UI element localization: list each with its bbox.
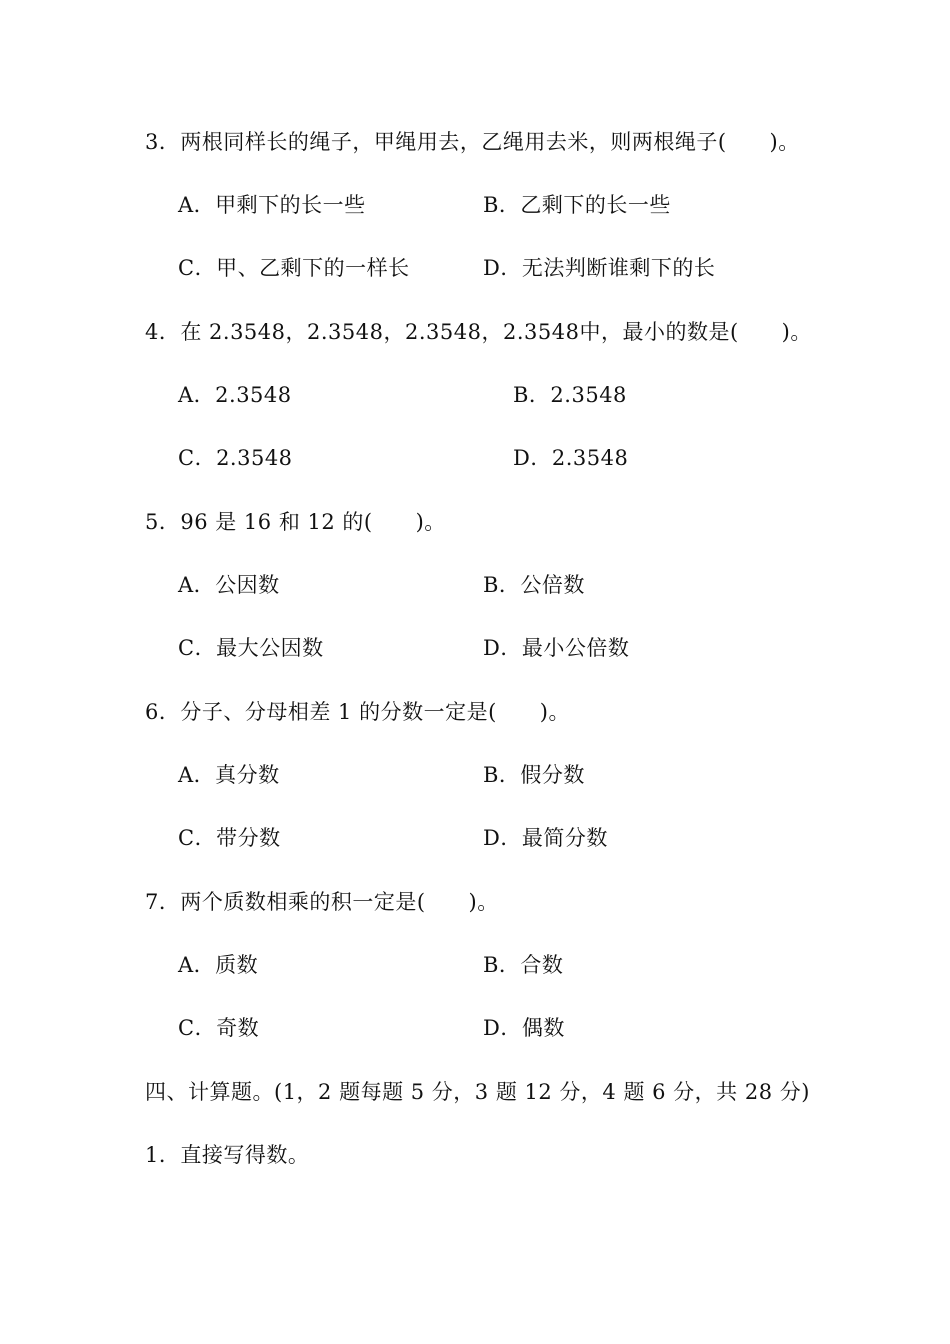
question-4-option-b: B．2.3548 — [513, 383, 627, 407]
question-5-option-b: B．公倍数 — [483, 573, 585, 597]
question-3-stem: 3．两根同样长的绳子，甲绳用去，乙绳用去米，则两根绳子( )。 — [145, 130, 800, 154]
question-3-option-a: A．甲剩下的长一些 — [178, 193, 366, 217]
question-6-option-d: D．最简分数 — [483, 826, 608, 850]
question-4-stem: 4．在 2.3548，2.3548，2.3548，2.3548中，最小的数是( )。 — [145, 320, 812, 344]
question-7-option-c: C．奇数 — [178, 1016, 260, 1040]
question-3-option-b: B．乙剩下的长一些 — [483, 193, 671, 217]
section-item-1: 1．直接写得数。 — [145, 1143, 310, 1167]
question-5-option-d: D．最小公倍数 — [483, 636, 630, 660]
question-6-option-b: B．假分数 — [483, 763, 585, 787]
question-3-option-d: D．无法判断谁剩下的长 — [483, 256, 716, 280]
question-5-option-a: A．公因数 — [178, 573, 280, 597]
question-3-option-c: C．甲、乙剩下的一样长 — [178, 256, 410, 280]
question-6-option-a: A．真分数 — [178, 763, 280, 787]
question-7-option-a: A．质数 — [178, 953, 259, 977]
question-4-option-c: C．2.3548 — [178, 446, 293, 470]
question-7-option-d: D．偶数 — [483, 1016, 565, 1040]
question-4-option-a: A．2.3548 — [178, 383, 292, 407]
question-5-stem: 5．96 是 16 和 12 的( )。 — [145, 510, 446, 534]
section-title: 四、计算题。(1，2 题每题 5 分，3 题 12 分，4 题 6 分，共 28 分) — [145, 1080, 810, 1104]
question-4-option-d: D．2.3548 — [513, 446, 629, 470]
question-7-option-b: B．合数 — [483, 953, 564, 977]
question-6-stem: 6．分子、分母相差 1 的分数一定是( )。 — [145, 700, 570, 724]
question-5-option-c: C．最大公因数 — [178, 636, 324, 660]
question-6-option-c: C．带分数 — [178, 826, 281, 850]
question-7-stem: 7．两个质数相乘的积一定是( )。 — [145, 890, 499, 914]
